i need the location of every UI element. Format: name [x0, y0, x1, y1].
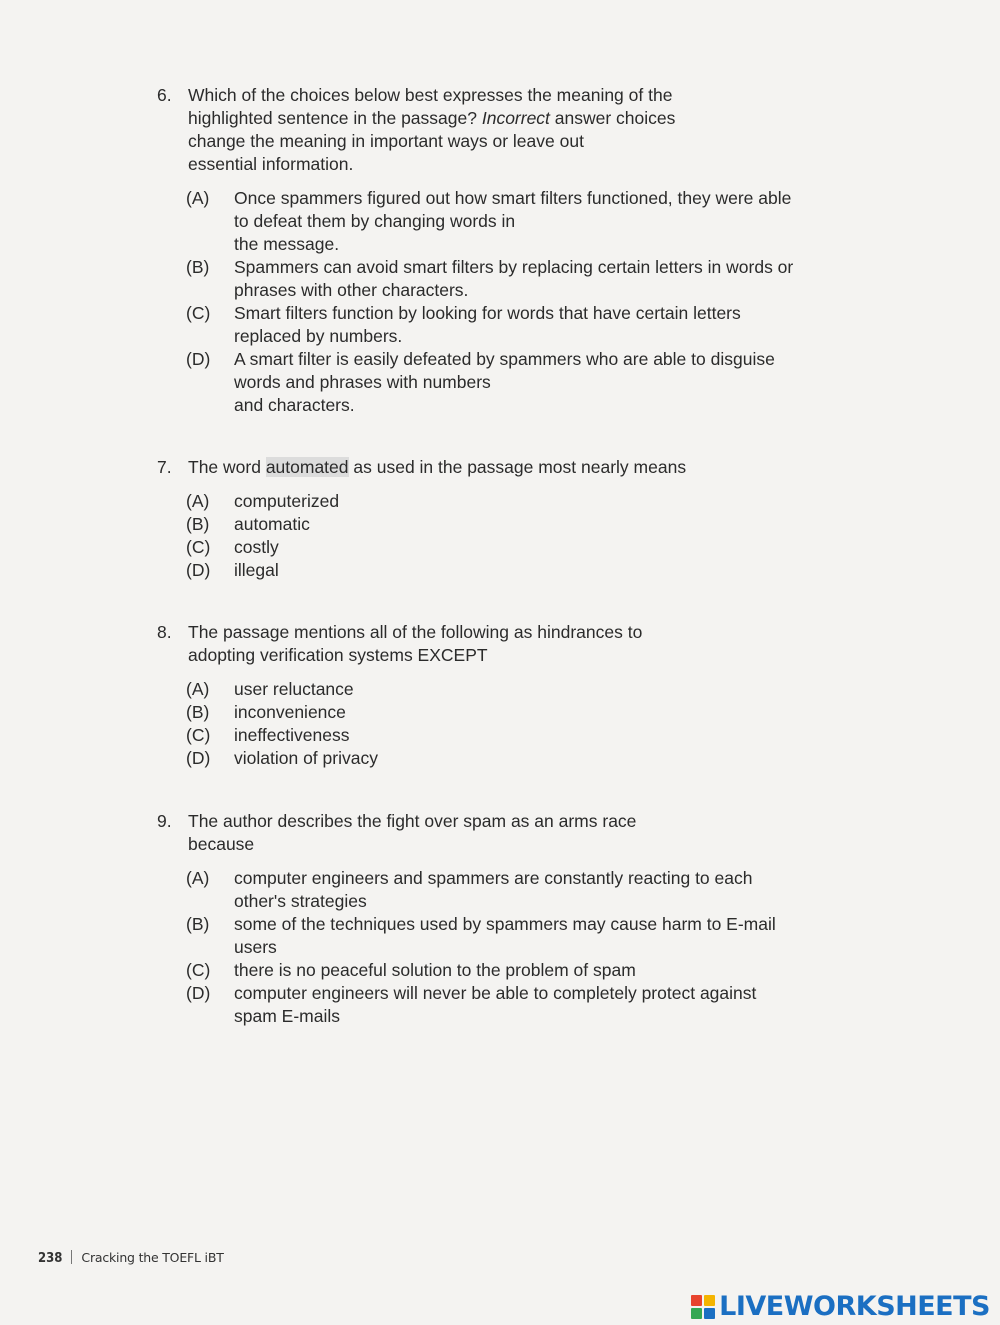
option-text: computer engineers will never be able to completely protect against: [234, 983, 757, 1003]
question-7-stem: [157, 456, 877, 479]
liveworksheets-logo-icon: [691, 1295, 715, 1319]
logo-square: [691, 1295, 702, 1306]
option-d[interactable]: [186, 559, 877, 582]
option-text: to defeat them by changing words in: [234, 211, 516, 231]
option-text: ineffectiveness: [234, 725, 350, 745]
option-c[interactable]: [186, 536, 877, 559]
option-text: user reluctance: [234, 679, 354, 699]
option-b[interactable]: [186, 701, 877, 724]
option-text: Smart filters function by looking for words that have certain letters: [234, 303, 741, 323]
stem-line: essential information.: [188, 154, 354, 174]
option-text: words and phrases with numbers: [234, 372, 491, 392]
option-text: the message.: [234, 234, 340, 254]
option-b[interactable]: [186, 913, 877, 959]
option-letter: (B): [186, 702, 210, 722]
question-number: 8.: [157, 622, 172, 642]
option-text: phrases with other characters.: [234, 280, 469, 300]
option-text: users: [234, 937, 277, 957]
page-number: 238: [38, 1251, 63, 1266]
option-d[interactable]: [186, 747, 877, 770]
option-text: and characters.: [234, 395, 355, 415]
option-text: Spammers can avoid smart filters by replacing certain letters in words or: [234, 257, 794, 277]
question-9: [157, 810, 877, 1028]
stem-line: change the meaning in important ways or leave out: [188, 131, 584, 151]
option-letter: (D): [186, 560, 211, 580]
question-6-stem: [157, 84, 877, 176]
option-letter: (A): [186, 491, 210, 511]
footer-divider: [71, 1250, 72, 1264]
question-8: [157, 621, 877, 770]
italic-word: Incorrect: [481, 108, 550, 128]
answer-options: [186, 867, 877, 1028]
option-a[interactable]: [186, 867, 877, 913]
stem-text: as used in the passage most nearly means: [348, 457, 687, 477]
option-a[interactable]: [186, 187, 877, 256]
stem-line: answer choices: [549, 108, 676, 128]
option-text: inconvenience: [234, 702, 346, 722]
question-7: [157, 456, 877, 582]
option-a[interactable]: [186, 490, 877, 513]
stem-line: adopting verification systems EXCEPT: [188, 645, 488, 665]
option-text: computerized: [234, 491, 340, 511]
option-letter: (A): [186, 679, 210, 699]
stem-text: The word: [188, 457, 266, 477]
stem-line: Which of the choices below best expresses the meaning of the: [188, 85, 673, 105]
question-number: 9.: [157, 811, 172, 831]
answer-options: [186, 187, 877, 417]
option-b[interactable]: [186, 513, 877, 536]
book-title: Cracking the TOEFL iBT: [81, 1250, 224, 1265]
option-c[interactable]: [186, 959, 877, 982]
option-c[interactable]: [186, 302, 877, 348]
option-text: spam E-mails: [234, 1006, 340, 1026]
option-text: other's strategies: [234, 891, 367, 911]
option-letter: (B): [186, 914, 210, 934]
option-letter: (A): [186, 188, 210, 208]
option-text: illegal: [234, 560, 279, 580]
option-text: replaced by numbers.: [234, 326, 403, 346]
answer-options: [186, 678, 877, 770]
option-letter: (D): [186, 983, 211, 1003]
option-d[interactable]: [186, 982, 877, 1028]
highlighted-word: automated: [265, 457, 349, 477]
stem-line: highlighted sentence in the passage?: [188, 108, 482, 128]
question-number: 7.: [157, 457, 172, 477]
question-8-stem: [157, 621, 877, 667]
page-footer: [38, 1250, 224, 1266]
option-letter: (C): [186, 960, 211, 980]
stem-line: The author describes the fight over spam as an arms race: [188, 811, 637, 831]
answer-options: [186, 490, 877, 582]
option-letter: (C): [186, 537, 211, 557]
option-letter: (D): [186, 748, 211, 768]
option-letter: (A): [186, 868, 210, 888]
option-text: automatic: [234, 514, 310, 534]
option-text: costly: [234, 537, 279, 557]
option-text: some of the techniques used by spammers may cause harm to E-mail: [234, 914, 776, 934]
question-6: [157, 84, 877, 417]
logo-square: [704, 1308, 715, 1319]
option-text: Once spammers figured out how smart filters functioned, they were able: [234, 188, 792, 208]
option-letter: (B): [186, 257, 210, 277]
option-text: A smart filter is easily defeated by spammers who are able to disguise: [234, 349, 775, 369]
option-letter: (C): [186, 725, 211, 745]
question-9-stem: [157, 810, 877, 856]
logo-square: [691, 1308, 702, 1319]
stem-line: because: [188, 834, 255, 854]
option-a[interactable]: [186, 678, 877, 701]
option-letter: (B): [186, 514, 210, 534]
option-text: computer engineers and spammers are constantly reacting to each: [234, 868, 753, 888]
option-c[interactable]: [186, 724, 877, 747]
option-text: there is no peaceful solution to the problem of spam: [234, 960, 636, 980]
option-b[interactable]: [186, 256, 877, 302]
brand-name: LIVEWORKSHEETS: [719, 1291, 990, 1322]
option-d[interactable]: [186, 348, 877, 417]
option-letter: (D): [186, 349, 211, 369]
option-letter: (C): [186, 303, 211, 323]
stem-line: The passage mentions all of the following as hindrances to: [188, 622, 643, 642]
liveworksheets-brand: [691, 1291, 990, 1322]
logo-square: [704, 1295, 715, 1306]
option-text: violation of privacy: [234, 748, 378, 768]
question-number: 6.: [157, 85, 172, 105]
